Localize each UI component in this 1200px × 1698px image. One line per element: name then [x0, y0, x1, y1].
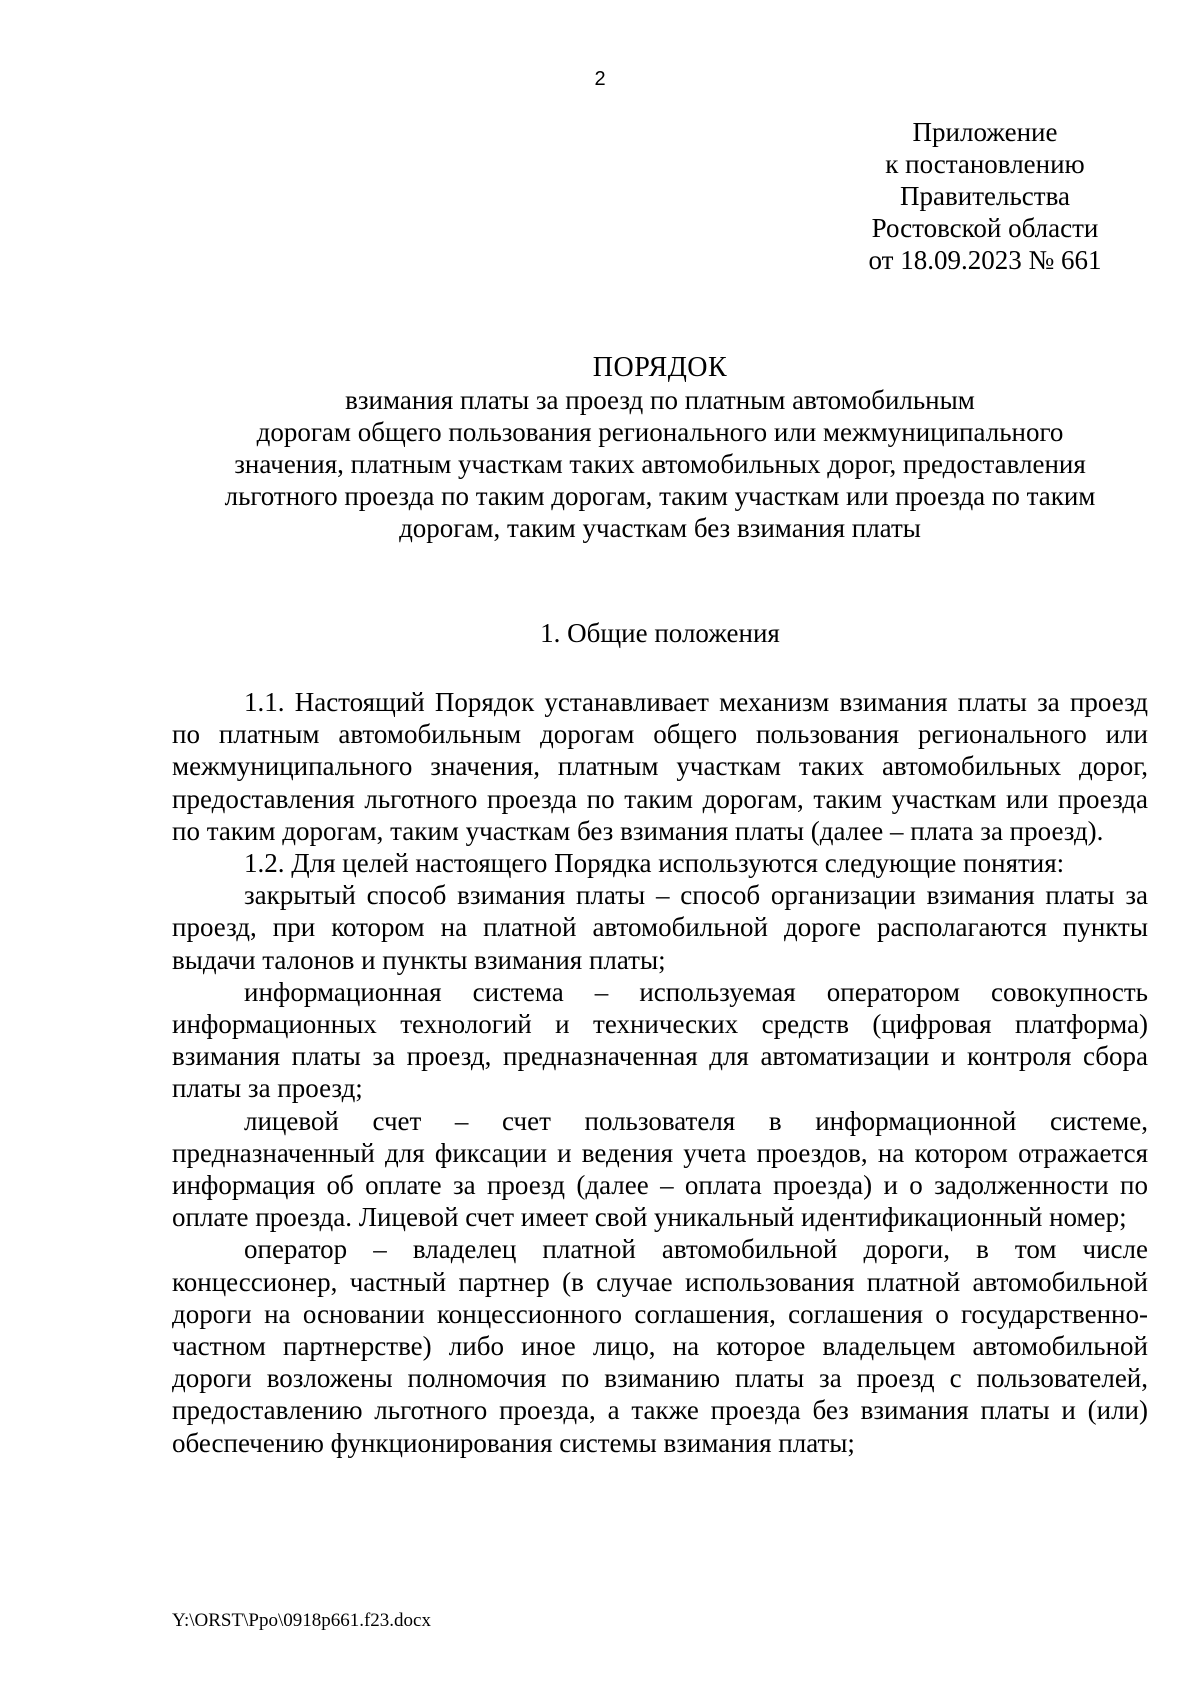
document-subtitle-line: льготного проезда по таким дорогам, таким участкам или проезда по таким — [224, 481, 1096, 511]
footer-file-path: Y:\ORST\Ppo\0918p661.f23.docx — [172, 1610, 431, 1631]
document-subtitle-line: дорогам общего пользования регионального или межмуниципального — [256, 417, 1064, 447]
approval-line: от 18.09.2023 № 661 — [868, 245, 1102, 275]
approval-line: Ростовской области — [871, 213, 1099, 243]
document-heading — [172, 352, 1148, 544]
section-title: 1. Общие положения — [540, 618, 780, 648]
approval-block — [845, 116, 1125, 276]
approval-line: Правительства — [900, 181, 1070, 211]
paragraph: оператор – владелец платной автомобильной дороги, в том числе концессионер, частный партнер (в случае использования платной автомобильной дороги на основании концессионного соглашения, соглашения о государственно-частном партнерстве) либо иное лицо, на которое владельцем автомобильной дороги возложены полномочия по взиманию платы за проезд с пользователей, предоставлению льготного проезда, а также проезда без взимания платы и (или) обеспечению функционирования системы взимания платы; — [172, 1234, 1148, 1458]
paragraph: информационная система – используемая оператором совокупность информационных технологий и технических средств (цифровая платформа) взимания платы за проезд, предназначенная для автоматизации и контроля сбора платы за проезд; — [172, 976, 1148, 1104]
approval-line: Приложение — [912, 117, 1058, 147]
approval-line: к постановлению — [885, 149, 1085, 179]
body-text — [172, 686, 1148, 1459]
document-subtitle-line: значения, платным участкам таких автомобильных дорог, предоставления — [234, 449, 1086, 479]
document-subtitle-line: взимания платы за проезд по платным автомобильным — [345, 385, 975, 415]
paragraph: 1.2. Для целей настоящего Порядка используются следующие понятия: — [244, 848, 1065, 879]
page-number: 2 — [594, 68, 606, 90]
paragraph: лицевой счет – счет пользователя в информационной системе, предназначенный для фиксации и ведения учета проездов, на котором отражается информация об оплате за проезд (далее – оплата проезда) и о задолженности по оплате проезда. Лицевой счет имеет свой уникальный идентификационный номер; — [172, 1105, 1148, 1233]
document-title: ПОРЯДОК — [592, 352, 728, 383]
paragraph: 1.1. Настоящий Порядок устанавливает механизм взимания платы за проезд по платным автомобильным дорогам общего пользования регионального или межмуниципального значения, платным участкам таких автомобильных дорог, предоставления льготного проезда по таким дорогам, таким участкам или проезда по таким дорогам, таким участкам без взимания платы (далее – плата за проезд). — [172, 687, 1148, 846]
paragraph: закрытый способ взимания платы – способ организации взимания платы за проезд, при котором на платной автомобильной дороге располагаются пункты выдачи талонов и пункты взимания платы; — [172, 880, 1148, 975]
document-subtitle-line: дорогам, таким участкам без взимания платы — [399, 513, 921, 543]
